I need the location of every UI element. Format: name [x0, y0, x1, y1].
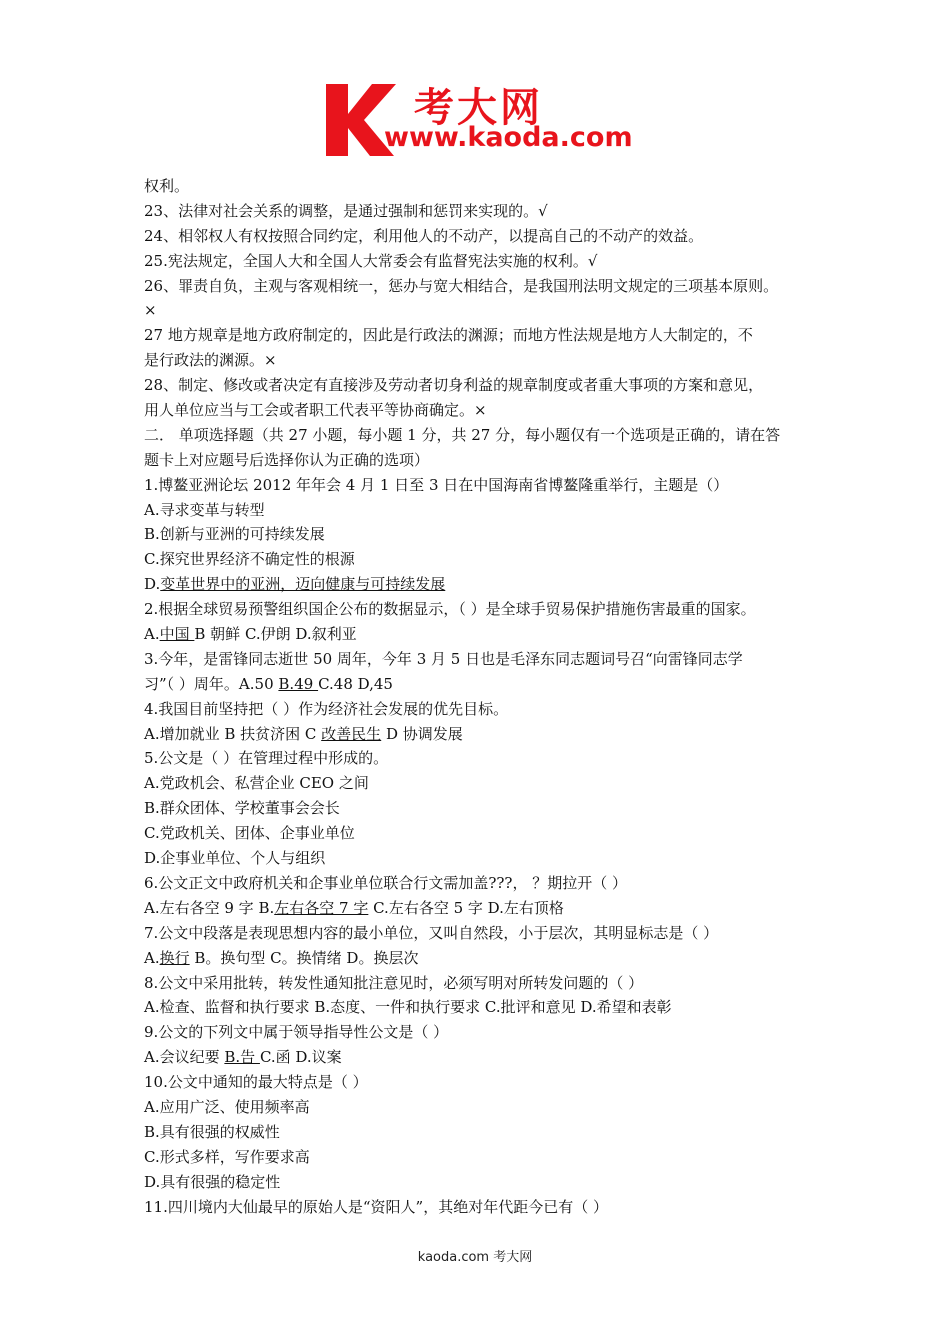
text-line — [144, 298, 816, 323]
underlined-answer: 换行 — [159, 948, 190, 967]
text-segment: A.寻求变革与转型 — [144, 500, 265, 519]
text-line — [144, 622, 816, 647]
underlined-answer: B.告 — [224, 1048, 260, 1067]
text-segment: D 协调发展 — [381, 724, 463, 743]
text-segment: 习”（ ）周年。A.50 — [144, 674, 279, 693]
text-segment: D.具有很强的稳定性 — [144, 1172, 281, 1191]
text-segment: A.应用广泛、使用频率高 — [144, 1097, 310, 1116]
text-segment: B 朝鲜 C.伊朗 D.叙利亚 — [194, 625, 357, 644]
text-segment: 2.根据全球贸易预警组织国企公布的数据显示，（ ）是全球手贸易保护措施伤害最重的国家。 — [144, 600, 756, 619]
text-segment: 5.公文是（ ）在管理过程中形成的。 — [144, 749, 389, 768]
text-segment: 是行政法的渊源。× — [144, 351, 277, 370]
text-segment: C.48 D,45 — [318, 674, 393, 693]
text-segment: 11.四川境内大仙最早的原始人是“资阳人”，其绝对年代距今已有（ ） — [144, 1197, 608, 1216]
text-segment: C.左右各空 5 字 D.左右顶格 — [368, 898, 564, 917]
text-segment: 权利。 — [144, 177, 190, 195]
page-footer: kaoda.com 考大网 — [417, 1250, 533, 1265]
text-segment: 26、罪责自负，主观与客观相统一，惩办与宽大相结合，是我国刑法明文规定的三项基本原则。 — [144, 276, 779, 295]
text-segment: 27 地方规章是地方政府制定的，因此是行政法的渊源；而地方性法规是地方人大制定的，不 — [144, 326, 753, 345]
text-line — [144, 647, 816, 672]
text-line — [144, 1070, 816, 1095]
text-line — [144, 274, 816, 299]
text-segment: 23、法律对社会关系的调整，是通过强制和惩罚来实现的。√ — [144, 201, 548, 220]
text-line — [144, 423, 816, 448]
underlined-answer: 改善民生 — [321, 724, 382, 743]
text-segment: D.企事业单位、个人与组织 — [144, 849, 326, 868]
text-segment: A.增加就业 B 扶贫济困 C — [144, 724, 322, 743]
text-segment: B.创新与亚洲的可持续发展 — [144, 525, 325, 544]
text-segment: 二． 单项选择题（共 27 小题，每小题 1 分，共 27 分，每小题仅有一个选项是正确的，请在答 — [144, 425, 781, 444]
text-segment: B.群众团体、学校董事会会长 — [144, 799, 340, 818]
text-segment: 24、相邻权人有权按照合同约定，利用他人的不动产，以提高自己的不动产的效益。 — [144, 226, 704, 245]
text-segment: 用人单位应当与工会或者职工代表平等协商确定。× — [144, 401, 487, 420]
text-line — [144, 995, 816, 1020]
text-segment: 3.今年，是雷锋同志逝世 50 周年，今年 3 月 5 日也是毛泽东同志题词号召“向雷锋同志学 — [144, 649, 743, 668]
text-segment: 8.公文中采用批转，转发性通知批注意见时，必须写明对所转发问题的（ ） — [144, 973, 644, 992]
text-line — [144, 1170, 816, 1195]
text-line — [144, 796, 816, 821]
text-line — [144, 746, 816, 771]
text-segment: D. — [144, 575, 161, 594]
text-segment: C.函 D.议案 — [259, 1048, 342, 1067]
underlined-answer: B.49 — [278, 674, 319, 693]
text-line — [144, 871, 816, 896]
text-line — [144, 373, 816, 398]
text-segment: C.党政机关、团体、企事业单位 — [144, 824, 355, 843]
text-segment: B.具有很强的权威性 — [144, 1122, 280, 1141]
text-line — [144, 1145, 816, 1170]
text-line — [144, 398, 816, 423]
text-line — [144, 249, 816, 274]
text-line — [144, 348, 816, 373]
text-line — [144, 1020, 816, 1045]
text-line — [144, 473, 816, 498]
text-line — [144, 522, 816, 547]
text-segment: A.党政机会、私营企业 CEO 之间 — [144, 774, 369, 793]
underlined-answer: 中国 — [159, 625, 195, 644]
text-segment: 7.公文中段落是表现思想内容的最小单位，又叫自然段，小于层次，其明显标志是（ ） — [144, 923, 719, 942]
text-segment: 题卡上对应题号后选择你认为正确的选项） — [144, 450, 430, 469]
text-line — [144, 896, 816, 921]
text-segment: C.形式多样，写作要求高 — [144, 1147, 310, 1166]
logo-url: www.kaoda.com — [384, 122, 633, 153]
text-segment: C.探究世界经济不确定性的根源 — [144, 550, 355, 569]
text-segment: 28、制定、修改或者决定有直接涉及劳动者切身利益的规章制度或者重大事项的方案和意见， — [144, 376, 764, 395]
text-segment: A. — [144, 625, 160, 644]
text-line — [144, 547, 816, 572]
text-line — [144, 1095, 816, 1120]
text-line — [144, 971, 816, 996]
text-line — [144, 572, 816, 597]
document-body — [144, 174, 816, 1219]
text-line — [144, 697, 816, 722]
text-line — [144, 174, 816, 199]
text-segment: A.检查、监督和执行要求 B.态度、一件和执行要求 C.批评和意见 D.希望和表彰 — [144, 998, 672, 1017]
logo-chinese-name: 考大网 — [414, 85, 543, 131]
text-segment: 4.我国目前坚持把（ ）作为经济社会发展的优先目标。 — [144, 699, 509, 718]
underlined-answer: 左右各空 7 字 — [274, 898, 369, 917]
text-segment: A. — [144, 948, 160, 967]
text-segment: 6.公文正文中政府机关和企事业单位联合行文需加盖???， ？期拉开（ ） — [144, 873, 627, 892]
text-segment: 10.公文中通知的最大特点是（ ） — [144, 1073, 368, 1092]
text-line — [144, 224, 816, 249]
text-segment: B。换句型 C。换情绪 D。换层次 — [189, 948, 419, 967]
text-line — [144, 921, 816, 946]
text-segment: A.左右各空 9 字 B. — [144, 898, 275, 917]
text-line — [144, 672, 816, 697]
text-line — [144, 946, 816, 971]
kaoda-logo — [316, 80, 638, 160]
text-line — [144, 597, 816, 622]
text-line — [144, 771, 816, 796]
text-segment: × — [144, 301, 157, 320]
text-line — [144, 821, 816, 846]
text-line — [144, 1120, 816, 1145]
text-line — [144, 1195, 816, 1220]
text-line — [144, 722, 816, 747]
underlined-answer: 变革世界中的亚洲，迈向健康与可持续发展 — [160, 575, 446, 594]
text-line — [144, 1045, 816, 1070]
text-segment: A.会议纪要 — [144, 1048, 225, 1067]
text-line — [144, 323, 816, 348]
text-line — [144, 199, 816, 224]
text-line — [144, 846, 816, 871]
text-segment: 9.公文的下列文中属于领导指导性公文是（ ） — [144, 1023, 449, 1042]
text-segment: 1.博鳌亚洲论坛 2012 年年会 4 月 1 日至 3 日在中国海南省博鳌隆重举行，主题是（） — [144, 475, 729, 494]
text-segment: 25.宪法规定，全国人大和全国人大常委会有监督宪法实施的权利。√ — [144, 251, 598, 270]
text-line — [144, 498, 816, 523]
text-line — [144, 448, 816, 473]
